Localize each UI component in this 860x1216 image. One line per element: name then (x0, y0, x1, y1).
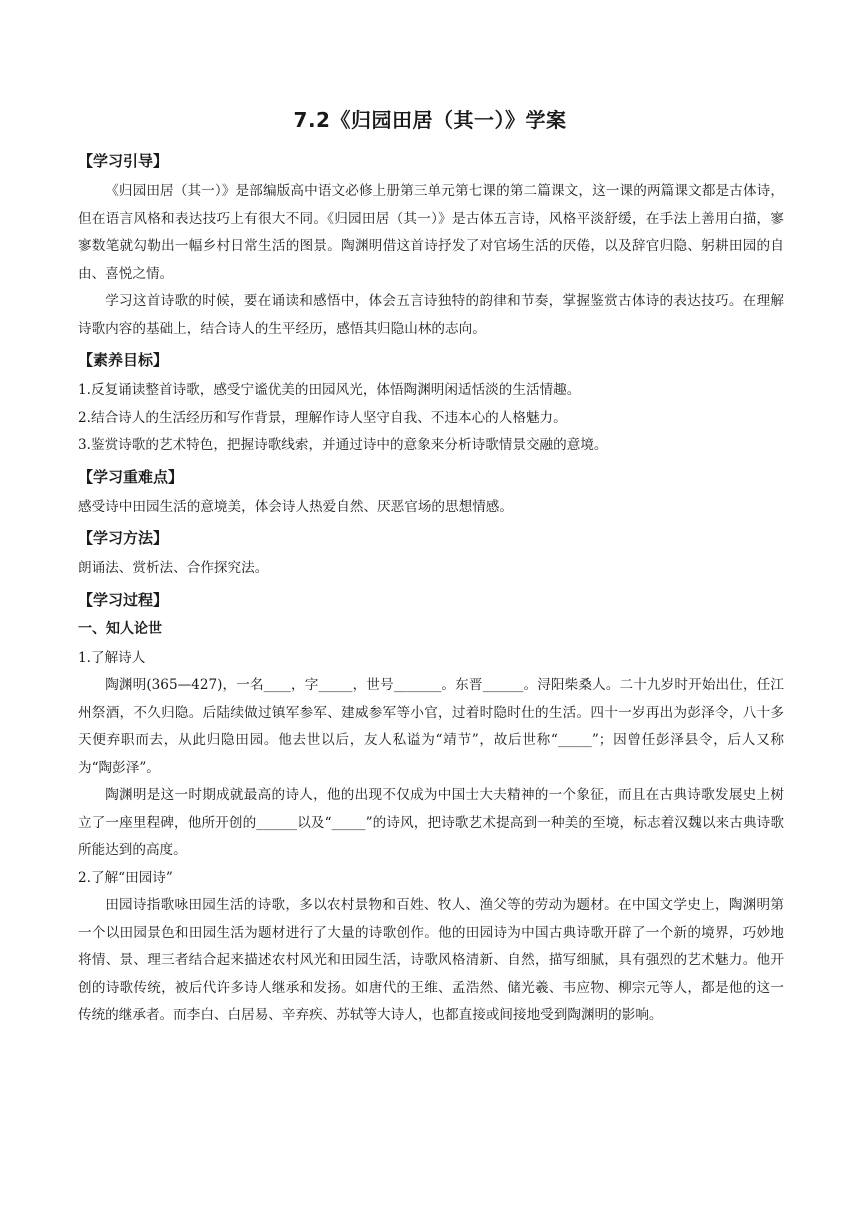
method-text: 朗诵法、赏析法、合作探究法。 (78, 560, 269, 576)
process-item-1-paragraph-2: 陶渊明是这一时期成就最高的诗人，他的出现不仅成为中国士大夫精神的一个象征，而且在古典诗歌发展史上树立了一座里程碑，他所开创的______以及“_____”的诗风，把诗歌艺术提高到一种美的至境，标志着汉魏以来古典诗歌所能达到的高度。 (78, 787, 784, 858)
section-heading-key: 【学习重难点】 (78, 467, 184, 486)
document-body (78, 148, 784, 1030)
section-heading-goals: 【素养目标】 (78, 351, 169, 369)
guide-paragraph-2: 学习这首诗歌的时候，要在诵读和感悟中，体会五言诗独特的韵律和节奏，掌握鉴赏古体诗的表达技巧。在理解诗歌内容的基础上，结合诗人的生平经历，感悟其归隐山林的志向。 (78, 293, 784, 337)
process-item-1-title: 1.了解诗人 (78, 649, 146, 666)
section-heading-method: 【学习方法】 (78, 529, 169, 547)
key-text: 感受诗中田园生活的意境美，体会诗人热爱自然、厌恶官场的思想情感。 (78, 498, 513, 515)
page-title: 7.2《归园田居（其一）》学案 (293, 108, 567, 132)
process-item-2-paragraph-1: 田园诗指歌咏田园生活的诗歌，多以农村景物和百姓、牧人、渔父等的劳动为题材。在中国文学史上，陶渊明第一个以田园景色和田园生活为题材进行了大量的诗歌创作。他的田园诗为中国古典诗歌开辟了一个新的境界，巧妙地将情、景、理三者结合起来描述农村风光和田园生活，诗歌风格清新、自然，描写细腻，具有强烈的艺术魅力。他开创的诗歌传统，被后代许多诗人继承和发扬。如唐代的王维、孟浩然、储光羲、韦应物、柳宗元等人，都是他的这一传统的继承者。而李白、白居易、辛弃疾、苏轼等大诗人，也都直接或间接地受到陶渊明的影响。 (78, 897, 784, 1023)
process-part-1-heading: 一、知人论世 (78, 620, 162, 637)
process-item-2-title: 2.了解“田园诗” (78, 869, 173, 886)
guide-paragraph-1: 《归园田居（其一）》是部编版高中语文必修上册第三单元第七课的第二篇课文，这一课的两篇课文都是古体诗，但在语言风格和表达技巧上有很大不同。《归园田居（其一）》是古体五言诗，风格平淡舒缓，在手法上善用白描，寥寥数笔就勾勒出一幅乡村日常生活的图景。陶渊明借这首诗抒发了对官场生活的厌倦，以及辞官归隐、躬耕田园的自由、喜悦之情。 (78, 183, 784, 282)
goal-item-3: 3.鉴赏诗歌的艺术特色，把握诗歌线索，并通过诗中的意象来分析诗歌情景交融的意境。 (78, 437, 608, 453)
goal-item-2: 2.结合诗人的生活经历和写作背景，理解作诗人坚守自我、不违本心的人格魅力。 (78, 409, 567, 426)
section-heading-process: 【学习过程】 (78, 590, 169, 609)
process-item-1-paragraph-1: 陶渊明(365—427)，一名____，字_____，世号_______。东晋______。浔阳柴桑人。二十九岁时开始出仕，任江州祭酒，不久归隐。后陆续做过镇军参军、建威参军等小官，过着时隐时仕的生活。四十一岁再出为彭泽令，八十多天便弃职而去，从此归隐田园。他去世以后，友人私谥为“靖节”，故后世称“_____”；因曾任彭泽县令，后人又称为“陶彭泽”。 (78, 677, 784, 776)
goal-item-1: 1.反复诵读整首诗歌，感受宁谧优美的田园风光，体悟陶渊明闲适恬淡的生活情趣。 (78, 382, 581, 398)
section-heading-guide: 【学习引导】 (78, 152, 169, 170)
